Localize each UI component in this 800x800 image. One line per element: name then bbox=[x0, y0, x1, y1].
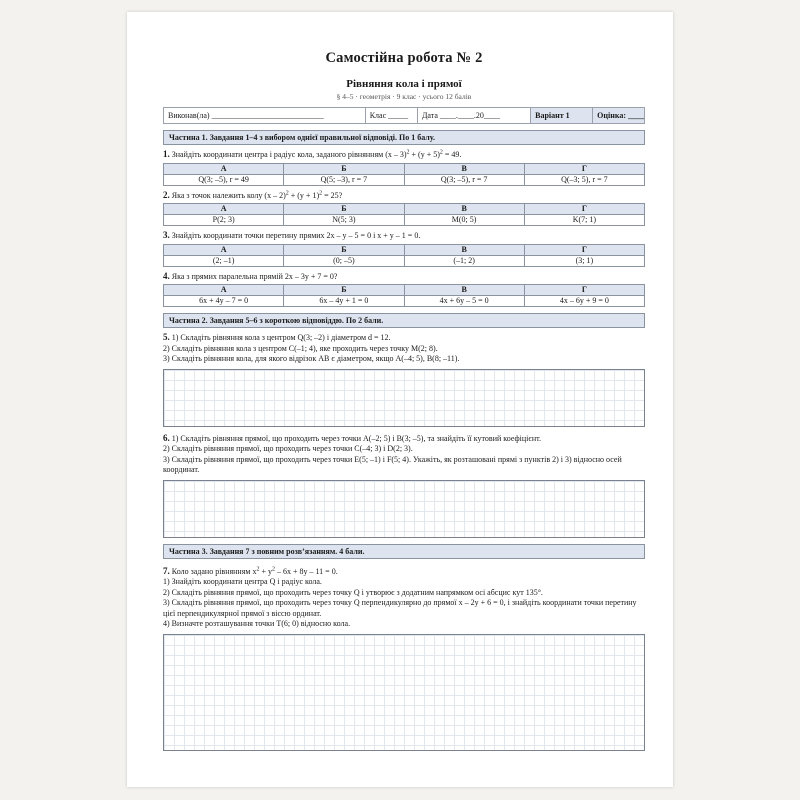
question-number: 2. bbox=[163, 189, 170, 200]
worksheet-content bbox=[163, 12, 645, 751]
answer-option-b[interactable]: N(5; 3) bbox=[284, 215, 404, 226]
answer-option-d[interactable]: K(7; 1) bbox=[524, 215, 644, 226]
question-number: 3. bbox=[163, 230, 170, 240]
question-text: + y bbox=[259, 566, 272, 576]
question-text: Коло задано рівнянням x bbox=[169, 566, 257, 576]
question-line: 3) Складіть рівняння прямої, що проходить через точку Q перпендикулярно до прямої x – 2y + 6 = 0, і знайдіть координати точки перетину цієї перпендикулярної прямої з віссю ординат. bbox=[163, 598, 637, 618]
question-number: 4. bbox=[163, 270, 170, 281]
answer-option-c[interactable]: (–1; 2) bbox=[404, 255, 524, 266]
option-header: А bbox=[164, 244, 284, 255]
answer-table-4 bbox=[163, 284, 645, 307]
question-3 bbox=[163, 230, 645, 242]
option-header: А bbox=[164, 285, 284, 296]
answer-option-c[interactable]: Q(3; –5), r = 7 bbox=[404, 174, 524, 185]
question-line: 3) Складіть рівняння кола, для якого відрізок AB є діаметром, якщо A(–4; 5), B(8; –11). bbox=[163, 354, 460, 363]
question-7 bbox=[163, 566, 645, 630]
answer-option-d[interactable]: 4x – 6y + 9 = 0 bbox=[524, 296, 644, 307]
answer-table-3 bbox=[163, 244, 645, 267]
answer-option-d[interactable]: Q(–3; 5), r = 7 bbox=[524, 174, 644, 185]
class-field[interactable]: Клас _____ bbox=[366, 108, 418, 123]
question-text: = 49. bbox=[442, 150, 462, 159]
option-header: А bbox=[164, 204, 284, 215]
part3-heading: Частина 3. Завдання 7 з повним розв’язанням. 4 бали. bbox=[163, 544, 645, 559]
performer-field[interactable]: Виконав(ла) ____________________________ bbox=[164, 108, 366, 123]
answer-table-2 bbox=[163, 203, 645, 226]
question-line: 3) Складіть рівняння прямої, що проходить через точки E(5; –1) і F(5; 4). Укажіть, як розташовані прямі з пунктів 2) і 3) відносно осей координат. bbox=[163, 454, 622, 474]
option-header: Б bbox=[284, 204, 404, 215]
question-1 bbox=[163, 149, 645, 161]
exponent: 2 bbox=[285, 189, 289, 196]
question-number: 5. bbox=[163, 332, 170, 342]
answer-option-a[interactable]: 6x + 4y – 7 = 0 bbox=[164, 296, 284, 307]
answer-grid-6[interactable] bbox=[163, 480, 645, 538]
option-header: Г bbox=[524, 244, 644, 255]
option-header: В bbox=[404, 285, 524, 296]
option-header: В bbox=[404, 244, 524, 255]
option-header: Б bbox=[284, 163, 404, 174]
question-text: Яка з прямих паралельна прямій 2x – 3y + 7 = 0? bbox=[169, 271, 338, 281]
exponent: 2 bbox=[319, 189, 323, 196]
page-subtitle: Рівняння кола і прямої bbox=[346, 78, 462, 90]
option-header: Б bbox=[284, 244, 404, 255]
question-number: 6. bbox=[163, 432, 170, 443]
option-header: Б bbox=[284, 285, 404, 296]
answer-option-a[interactable]: Q(3; –5), r = 49 bbox=[164, 174, 284, 185]
question-line: 2) Складіть рівняння прямої, що проходить через точку Q і утворює з додатним напрямком осі абсцис кут 135°. bbox=[163, 587, 543, 597]
answer-grid-5[interactable] bbox=[163, 369, 645, 427]
exponent: 2 bbox=[271, 565, 275, 572]
question-text: Яка з точок належить колу (x – 2) bbox=[169, 190, 286, 200]
answer-option-d[interactable]: (3; 1) bbox=[524, 255, 644, 266]
answer-option-c[interactable]: M(0; 5) bbox=[404, 215, 524, 226]
question-line: 2) Складіть рівняння кола з центром C(–1; 4), яке проходить через точку M(2; 8). bbox=[163, 343, 438, 353]
question-text: Знайдіть координати точки перетину прямих 2x – y – 5 = 0 і x + y – 1 = 0. bbox=[169, 231, 421, 240]
answer-grid-7[interactable] bbox=[163, 634, 645, 751]
option-header: Г bbox=[524, 285, 644, 296]
date-field[interactable]: Дата ____.____.20____ bbox=[418, 108, 531, 123]
question-2 bbox=[163, 190, 645, 202]
student-info-row bbox=[163, 107, 645, 124]
question-number: 1. bbox=[163, 149, 170, 159]
question-5 bbox=[163, 332, 645, 365]
exponent: 2 bbox=[439, 149, 443, 156]
option-header: Г bbox=[524, 204, 644, 215]
option-header: В bbox=[404, 163, 524, 174]
question-line: 2) Складіть рівняння прямої, що проходить через точки C(–4; 3) і D(2; 3). bbox=[163, 444, 413, 453]
question-text: + (y + 5) bbox=[409, 150, 440, 159]
question-text: Знайдіть координати центра і радіус кола, заданого рівнянням (x – 3) bbox=[169, 150, 407, 159]
answer-option-b[interactable]: Q(5; –3), r = 7 bbox=[284, 174, 404, 185]
exponent: 2 bbox=[406, 149, 410, 156]
answer-option-b[interactable]: (0; –5) bbox=[284, 255, 404, 266]
option-header: А bbox=[164, 163, 284, 174]
worksheet-page bbox=[127, 12, 673, 787]
question-number: 7. bbox=[163, 565, 170, 576]
answer-table-1 bbox=[163, 163, 645, 186]
question-4 bbox=[163, 271, 645, 283]
question-line: 4) Визначте розташування точки T(6; 0) відносно кола. bbox=[163, 619, 351, 628]
question-text: + (y + 1) bbox=[288, 190, 320, 200]
question-line: 1) Складіть рівняння прямої, що проходить через точки A(–2; 5) і B(3; –5), та знайдіть її кутовий коефіцієнт. bbox=[169, 433, 542, 443]
question-text: – 6x + 8y – 11 = 0. bbox=[274, 566, 338, 576]
answer-option-a[interactable]: P(2; 3) bbox=[164, 215, 284, 226]
part1-heading: Частина 1. Завдання 1–4 з вибором однієї правильної відповіді. По 1 балу. bbox=[163, 130, 645, 145]
page-title: Самостійна робота № 2 bbox=[325, 50, 483, 66]
part2-heading: Частина 2. Завдання 5–6 з короткою відповіддю. По 2 бали. bbox=[163, 313, 645, 328]
question-6 bbox=[163, 433, 645, 476]
variant-label: Варіант 1 bbox=[531, 108, 593, 123]
grade-field: Оцінка: ____ bbox=[593, 108, 644, 123]
answer-option-b[interactable]: 6x – 4y + 1 = 0 bbox=[284, 296, 404, 307]
page-meta: § 4–5 · геометрія · 9 клас · усього 12 балів bbox=[336, 92, 472, 101]
exponent: 2 bbox=[256, 565, 260, 572]
option-header: Г bbox=[524, 163, 644, 174]
question-line: 1) Знайдіть координати центра Q і радіус кола. bbox=[163, 577, 322, 586]
question-text: = 25? bbox=[322, 190, 343, 200]
answer-option-c[interactable]: 4x + 6y – 5 = 0 bbox=[404, 296, 524, 307]
question-line: 1) Складіть рівняння кола з центром Q(3; –2) і діаметром d = 12. bbox=[169, 333, 391, 342]
option-header: В bbox=[404, 204, 524, 215]
answer-option-a[interactable]: (2; –1) bbox=[164, 255, 284, 266]
